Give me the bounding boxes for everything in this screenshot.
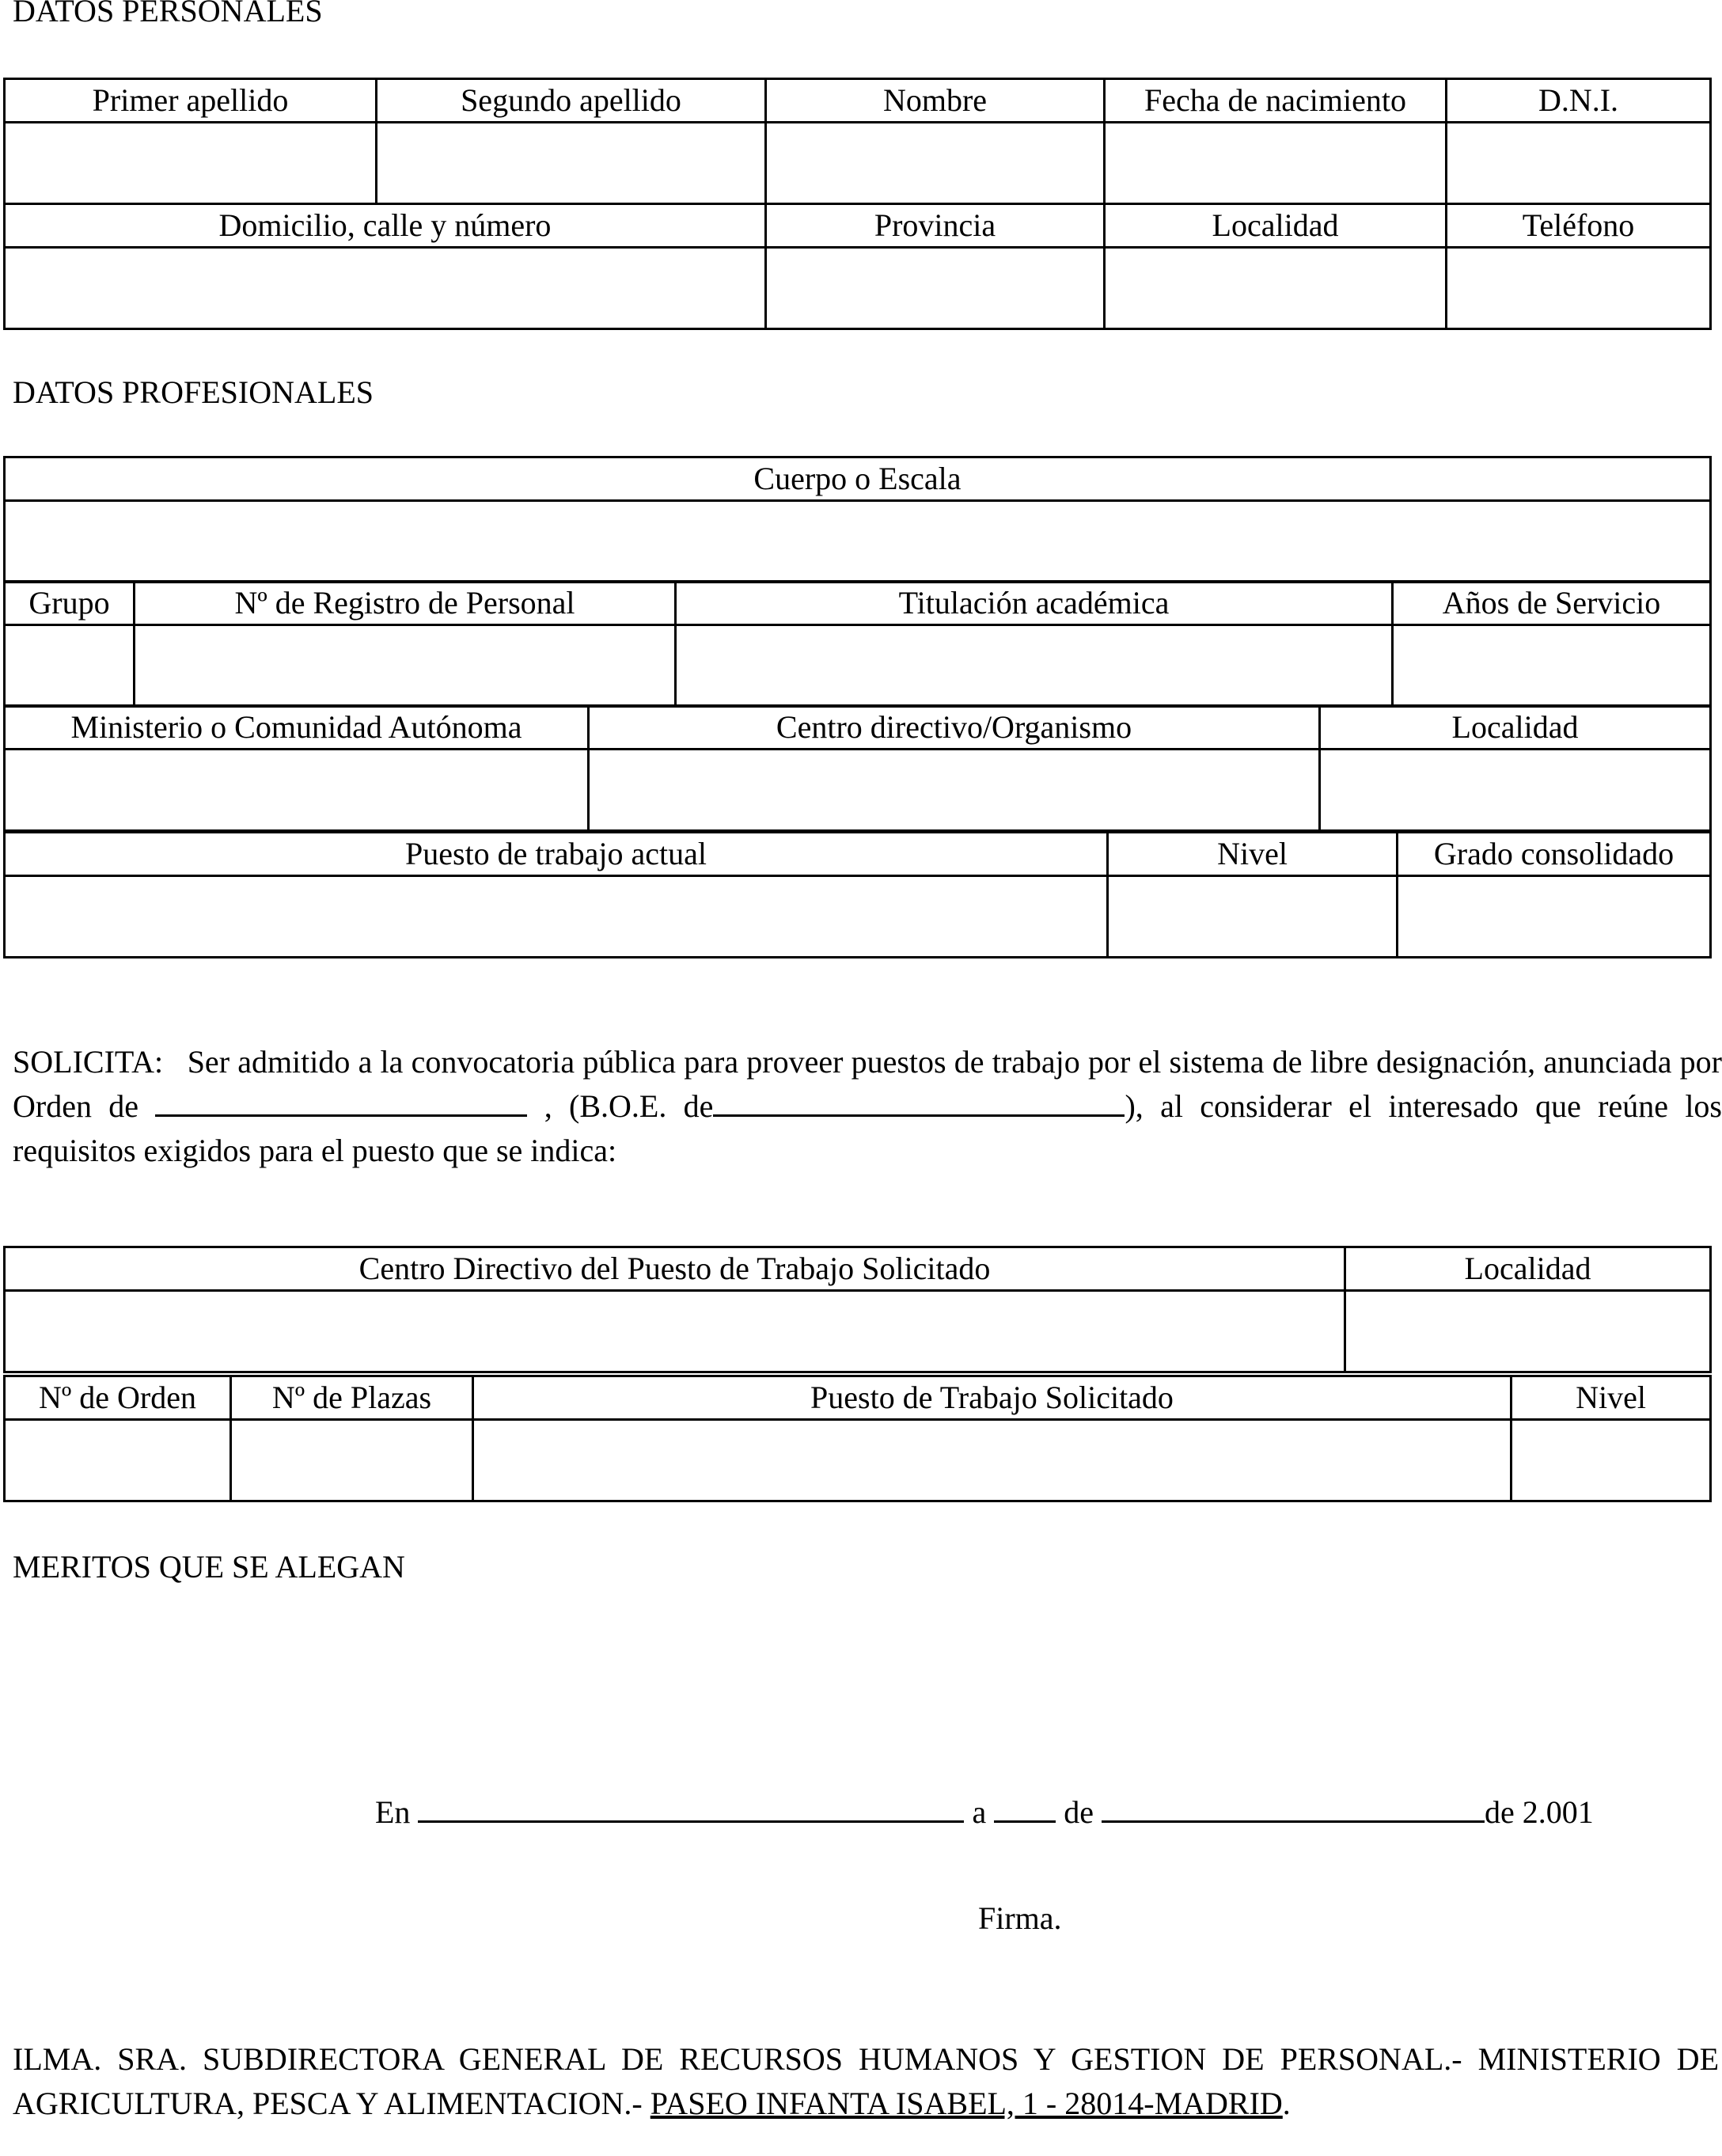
header-fecha-nacimiento: Fecha de nacimiento <box>1105 79 1447 123</box>
field-fecha-nacimiento[interactable] <box>1105 123 1447 204</box>
field-centro-solicitado[interactable] <box>5 1291 1345 1372</box>
header-provincia: Provincia <box>766 204 1105 248</box>
field-localidad-solicitado[interactable] <box>1345 1291 1711 1372</box>
header-nivel-actual: Nivel <box>1108 833 1398 876</box>
header-centro-directivo: Centro directivo/Organismo <box>589 706 1320 750</box>
field-ministerio[interactable] <box>5 750 589 831</box>
field-anos-servicio[interactable] <box>1393 625 1711 707</box>
requested-puesto-table <box>3 1375 1712 1502</box>
solicita-text-3: ), al considerar el interesado que reúne los requisitos exigidos para el puesto que se indica: <box>13 1088 1722 1168</box>
header-nivel-solicitado: Nivel <box>1511 1376 1711 1420</box>
header-telefono: Teléfono <box>1447 204 1711 248</box>
field-titulacion[interactable] <box>676 625 1393 707</box>
field-puesto-solicitado[interactable] <box>473 1420 1511 1501</box>
field-grupo[interactable] <box>5 625 135 707</box>
solicita-label: SOLICITA: <box>13 1044 164 1080</box>
professional-cuerpo-table <box>3 456 1712 583</box>
field-localidad[interactable] <box>1105 248 1447 329</box>
header-grupo: Grupo <box>5 582 135 625</box>
solicita-paragraph <box>13 1040 1722 1173</box>
field-nombre[interactable] <box>766 123 1105 204</box>
field-puesto-actual[interactable] <box>5 876 1108 958</box>
header-nombre: Nombre <box>766 79 1105 123</box>
professional-ministerio-table <box>3 704 1712 832</box>
label-a: a <box>972 1794 987 1830</box>
header-puesto-actual: Puesto de trabajo actual <box>5 833 1108 876</box>
field-centro-directivo[interactable] <box>589 750 1320 831</box>
header-numero-plazas: Nº de Plazas <box>231 1376 473 1420</box>
field-registro-personal[interactable] <box>135 625 676 707</box>
footer-address-underlined: PASEO INFANTA ISABEL, 1 - 28014-MADRID <box>650 2086 1283 2121</box>
field-localidad-prof[interactable] <box>1320 750 1711 831</box>
field-nivel-solicitado[interactable] <box>1511 1420 1711 1501</box>
header-dni: D.N.I. <box>1447 79 1711 123</box>
header-segundo-apellido: Segundo apellido <box>377 79 766 123</box>
header-localidad: Localidad <box>1105 204 1447 248</box>
field-domicilio[interactable] <box>5 248 766 329</box>
solicita-text-1: Ser admitido a la convocatoria pública para proveer puestos de trabajo por el sistema de libre designación, anunciada por Orden de <box>13 1044 1722 1124</box>
header-cuerpo-escala: Cuerpo o Escala <box>5 457 1711 501</box>
field-nivel-actual[interactable] <box>1108 876 1398 958</box>
signature-label: Firma. <box>978 1900 1062 1936</box>
boe-date-line[interactable] <box>713 1086 1125 1117</box>
signature-date-line <box>375 1792 1594 1831</box>
header-puesto-solicitado: Puesto de Trabajo Solicitado <box>473 1376 1511 1420</box>
footer-end: . <box>1282 2086 1291 2121</box>
header-localidad-solicitado: Localidad <box>1345 1247 1711 1291</box>
header-numero-orden: Nº de Orden <box>5 1376 231 1420</box>
header-anos-servicio: Años de Servicio <box>1393 582 1711 625</box>
section-title-personal: DATOS PERSONALES <box>13 0 323 28</box>
label-en: En <box>375 1794 411 1830</box>
requested-centro-table <box>3 1246 1712 1373</box>
footer-address <box>13 2037 1719 2126</box>
header-domicilio: Domicilio, calle y número <box>5 204 766 248</box>
field-primer-apellido[interactable] <box>5 123 377 204</box>
header-registro-personal: Nº de Registro de Personal <box>135 582 676 625</box>
header-grado-consolidado: Grado consolidado <box>1398 833 1711 876</box>
label-de: de <box>1064 1794 1094 1830</box>
day-line[interactable] <box>994 1792 1056 1823</box>
month-line[interactable] <box>1102 1792 1485 1823</box>
section-title-merits: MERITOS QUE SE ALEGAN <box>13 1549 405 1585</box>
field-telefono[interactable] <box>1447 248 1711 329</box>
orden-date-line[interactable] <box>155 1086 527 1117</box>
field-provincia[interactable] <box>766 248 1105 329</box>
section-title-professional: DATOS PROFESIONALES <box>13 374 374 410</box>
label-year: de 2.001 <box>1484 1794 1594 1830</box>
personal-data-table <box>3 78 1712 330</box>
footer-text: ILMA. SRA. SUBDIRECTORA GENERAL DE RECURSOS HUMANOS Y GESTION DE PERSONAL.- MINISTERIO DE AGRICULTURA, PESCA Y ALIMENTACION.- <box>13 2041 1719 2121</box>
header-ministerio: Ministerio o Comunidad Autónoma <box>5 706 589 750</box>
field-segundo-apellido[interactable] <box>377 123 766 204</box>
header-titulacion: Titulación académica <box>676 582 1393 625</box>
header-primer-apellido: Primer apellido <box>5 79 377 123</box>
field-dni[interactable] <box>1447 123 1711 204</box>
field-grado-consolidado[interactable] <box>1398 876 1711 958</box>
header-localidad-prof: Localidad <box>1320 706 1711 750</box>
professional-grupo-table <box>3 580 1712 708</box>
header-centro-solicitado: Centro Directivo del Puesto de Trabajo Solicitado <box>5 1247 1345 1291</box>
field-numero-plazas[interactable] <box>231 1420 473 1501</box>
place-line[interactable] <box>418 1792 964 1823</box>
field-numero-orden[interactable] <box>5 1420 231 1501</box>
professional-puesto-table <box>3 831 1712 958</box>
solicita-text-2: , (B.O.E. de <box>544 1088 714 1124</box>
field-cuerpo-escala[interactable] <box>5 501 1711 583</box>
